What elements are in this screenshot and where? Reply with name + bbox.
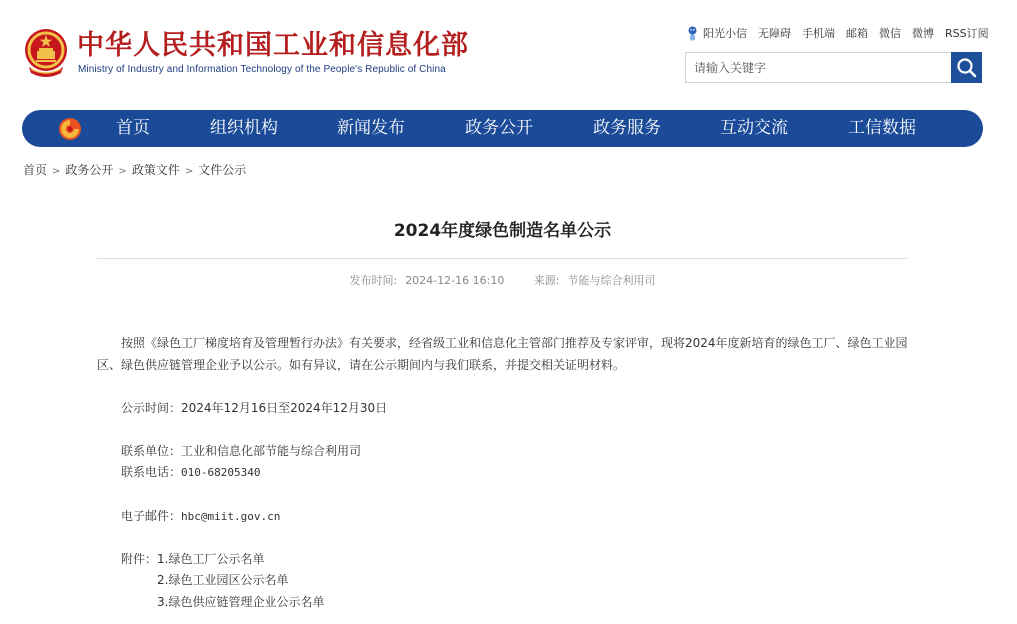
nav-home[interactable]: 首页 xyxy=(116,118,150,138)
top-link-accessibility[interactable]: 无障碍 xyxy=(758,27,791,40)
publish-time-label: 发布时间: xyxy=(349,274,398,287)
contact-unit xyxy=(121,440,361,462)
contact-email xyxy=(121,505,280,528)
title-divider xyxy=(97,258,907,259)
publish-time: 2024-12-16 16:10 xyxy=(405,274,505,287)
attachment-link-1[interactable]: 1.绿色工厂公示名单 xyxy=(157,552,265,566)
attachment-link-2[interactable]: 2.绿色工业园区公示名单 xyxy=(157,573,289,587)
contact-email-value[interactable]: hbc@miit.gov.cn xyxy=(181,510,281,523)
contact-unit-value: 工业和信息化部节能与综合利用司 xyxy=(181,444,362,458)
contact-phone xyxy=(121,461,261,484)
contact-phone-label: 联系电话： xyxy=(121,465,182,479)
chevron-right-icon: > xyxy=(184,166,194,177)
breadcrumb-policy-docs[interactable]: 政策文件 xyxy=(131,163,180,177)
breadcrumb-home[interactable]: 首页 xyxy=(23,163,48,177)
nav-news[interactable]: 新闻发布 xyxy=(337,118,405,138)
main-nav xyxy=(22,110,983,147)
search-box xyxy=(685,52,982,83)
top-link-wechat[interactable]: 微信 xyxy=(879,27,901,40)
nav-data[interactable]: 工信数据 xyxy=(848,118,916,138)
article-meta xyxy=(0,272,1005,288)
contact-email-label: 电子邮件： xyxy=(121,509,182,523)
top-links-bar xyxy=(687,24,989,42)
nav-interaction[interactable]: 互动交流 xyxy=(720,118,788,138)
chevron-right-icon: > xyxy=(118,166,127,177)
chevron-right-icon: > xyxy=(52,166,61,177)
body-paragraph-line-1: 按照《绿色工厂梯度培育及管理暂行办法》有关要求，经省级工业和信息化主管部门推荐及专家评审，现将2024年度新培育的绿色工厂、绿色工业园 xyxy=(121,336,908,350)
body-paragraph-line-2: 区、绿色供应链管理企业予以公示。如有异议，请在公示期间内与我们联系，并提交相关证明材料。 xyxy=(97,358,626,372)
top-link-rss[interactable]: RSS订阅 xyxy=(945,27,989,40)
source-label: 来源: xyxy=(533,274,560,287)
site-subtitle-en: Ministry of Industry and Information Technology of the People's Republic of China xyxy=(78,64,446,75)
national-emblem-logo xyxy=(23,27,69,79)
nav-gov-services[interactable]: 政务服务 xyxy=(593,118,661,138)
contact-phone-value: 010-68205340 xyxy=(181,466,261,479)
attachments-label: 附件： xyxy=(121,552,158,566)
notice-period-value: 2024年12月16日至2024年12月30日 xyxy=(181,401,388,415)
contact-unit-label: 联系单位： xyxy=(121,444,182,458)
source: 节能与综合利用司 xyxy=(567,274,656,287)
breadcrumb-gov-affairs[interactable]: 政务公开 xyxy=(65,163,114,177)
site-title: 中华人民共和国工业和信息化部 xyxy=(77,30,469,61)
search-button[interactable] xyxy=(951,52,982,83)
notice-period-label: 公示时间： xyxy=(121,401,182,415)
top-link-mail[interactable]: 邮箱 xyxy=(846,27,868,40)
sunshine-mascot-icon xyxy=(687,26,698,41)
article-title: 2024年度绿色制造名单公示 xyxy=(393,221,612,241)
nav-organization[interactable]: 组织机构 xyxy=(210,118,278,138)
top-link-yangguang[interactable]: 阳光小信 xyxy=(703,27,747,40)
breadcrumb xyxy=(23,161,246,181)
search-icon xyxy=(951,52,982,83)
miit-logo-icon xyxy=(58,117,82,141)
top-link-mobile[interactable]: 手机端 xyxy=(802,27,835,40)
top-link-weibo[interactable]: 微博 xyxy=(912,27,934,40)
notice-period xyxy=(121,397,387,419)
breadcrumb-file-notice[interactable]: 文件公示 xyxy=(198,163,247,177)
attachment-link-3[interactable]: 3.绿色供应链管理企业公示名单 xyxy=(157,595,325,609)
nav-gov-affairs[interactable]: 政务公开 xyxy=(465,118,533,138)
search-input[interactable] xyxy=(686,53,950,82)
